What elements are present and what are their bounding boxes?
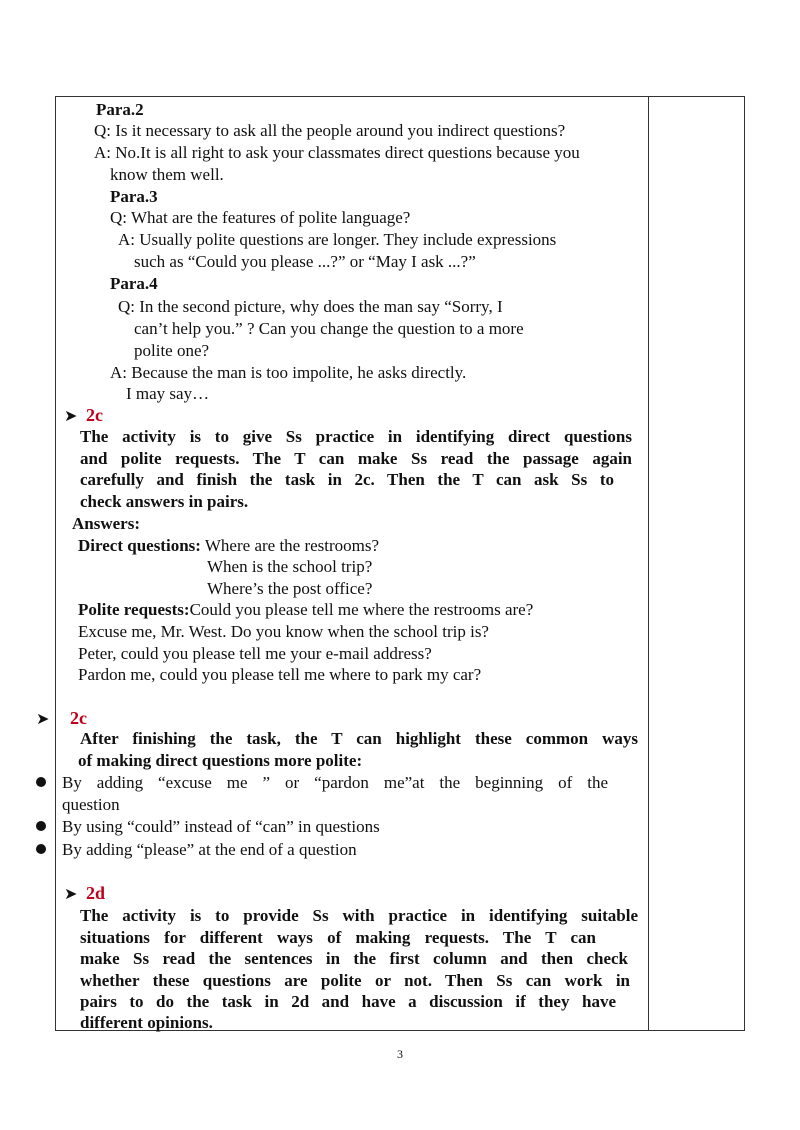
bullet-1-line1: By adding “excuse me ” or “pardon me”at the beginning of the bbox=[62, 773, 608, 792]
direct-question-2: When is the school trip? bbox=[207, 557, 373, 576]
bullet-2: By using “could” instead of “can” in questions bbox=[62, 817, 380, 836]
section-2d-text-line3: make Ss read the sentences in the first column and then check bbox=[80, 949, 628, 968]
para3-answer-line1: A: Usually polite questions are longer. They include expressions bbox=[118, 230, 557, 249]
section-2c-second-text-line2: of making direct questions more polite: bbox=[78, 751, 363, 770]
direct-questions-row bbox=[78, 535, 379, 557]
para2-heading: Para.2 bbox=[96, 100, 144, 119]
para4-answer-line2: I may say… bbox=[126, 384, 210, 403]
polite-requests-row bbox=[78, 599, 533, 621]
answers-heading: Answers: bbox=[72, 514, 140, 533]
polite-request-1: Could you please tell me where the restrooms are? bbox=[189, 600, 534, 619]
bullet-dot-icon bbox=[36, 777, 46, 787]
section-2d-heading: ➤ 2d bbox=[64, 882, 105, 906]
direct-question-1: Where are the restrooms? bbox=[204, 536, 380, 555]
section-2d-text-line4: whether these questions are polite or not. Then Ss can work in bbox=[80, 971, 630, 990]
polite-request-2: Excuse me, Mr. West. Do you know when the school trip is? bbox=[78, 622, 489, 641]
bullet-1-line2: question bbox=[62, 795, 120, 814]
bullet-3: By adding “please” at the end of a question bbox=[62, 840, 357, 859]
section-2c-second-heading: ➤ 2c bbox=[36, 707, 87, 731]
para4-heading: Para.4 bbox=[110, 274, 158, 293]
para2-question: Q: Is it necessary to ask all the people around you indirect questions? bbox=[94, 121, 566, 140]
arrow-bullet-icon: ➤ bbox=[64, 886, 78, 903]
section-2c-text-line4: check answers in pairs. bbox=[80, 492, 249, 511]
section-2d-text-line2: situations for different ways of making requests. The T can bbox=[80, 928, 596, 947]
para4-answer-line1: A: Because the man is too impolite, he asks directly. bbox=[110, 363, 467, 382]
para4-question-line3: polite one? bbox=[134, 341, 210, 360]
section-2d-text-line6: different opinions. bbox=[80, 1013, 213, 1032]
page-number: 3 bbox=[397, 1047, 403, 1061]
arrow-bullet-icon: ➤ bbox=[36, 711, 50, 728]
section-2d-text-line1: The activity is to provide Ss with practice in identifying suitable bbox=[80, 906, 638, 925]
section-2c-text-line2: and polite requests. The T can make Ss read the passage again bbox=[80, 449, 632, 468]
section-2d-text-line5: pairs to do the task in 2d and have a discussion if they have bbox=[80, 992, 616, 1011]
para3-question: Q: What are the features of polite language? bbox=[110, 208, 411, 227]
arrow-bullet-icon: ➤ bbox=[64, 408, 78, 425]
section-2c-text-line1: The activity is to give Ss practice in identifying direct questions bbox=[80, 427, 632, 446]
polite-request-3: Peter, could you please tell me your e-mail address? bbox=[78, 644, 432, 663]
para2-answer-line1: A: No.It is all right to ask your classmates direct questions because you bbox=[94, 143, 580, 162]
para3-answer-line2: such as “Could you please ...?” or “May I ask ...?” bbox=[134, 252, 476, 271]
direct-questions-label: Direct questions: bbox=[78, 536, 201, 555]
para3-heading: Para.3 bbox=[110, 187, 158, 206]
para4-question-line2: can’t help you.” ? Can you change the question to a more bbox=[134, 319, 524, 338]
column-divider bbox=[648, 96, 649, 1031]
para2-answer-line2: know them well. bbox=[110, 165, 224, 184]
section-2c-text-line3: carefully and finish the task in 2c. Then the T can ask Ss to bbox=[80, 470, 614, 489]
bullet-dot-icon bbox=[36, 844, 46, 854]
section-2c-second-text-line1: After finishing the task, the T can highlight these common ways bbox=[80, 729, 638, 748]
polite-requests-label: Polite requests: bbox=[78, 600, 190, 619]
bullet-dot-icon bbox=[36, 821, 46, 831]
polite-request-4: Pardon me, could you please tell me where to park my car? bbox=[78, 665, 482, 684]
para4-question-line1: Q: In the second picture, why does the man say “Sorry, I bbox=[118, 297, 503, 316]
section-2c-heading: ➤ 2c bbox=[64, 404, 103, 428]
direct-question-3: Where’s the post office? bbox=[207, 579, 373, 598]
